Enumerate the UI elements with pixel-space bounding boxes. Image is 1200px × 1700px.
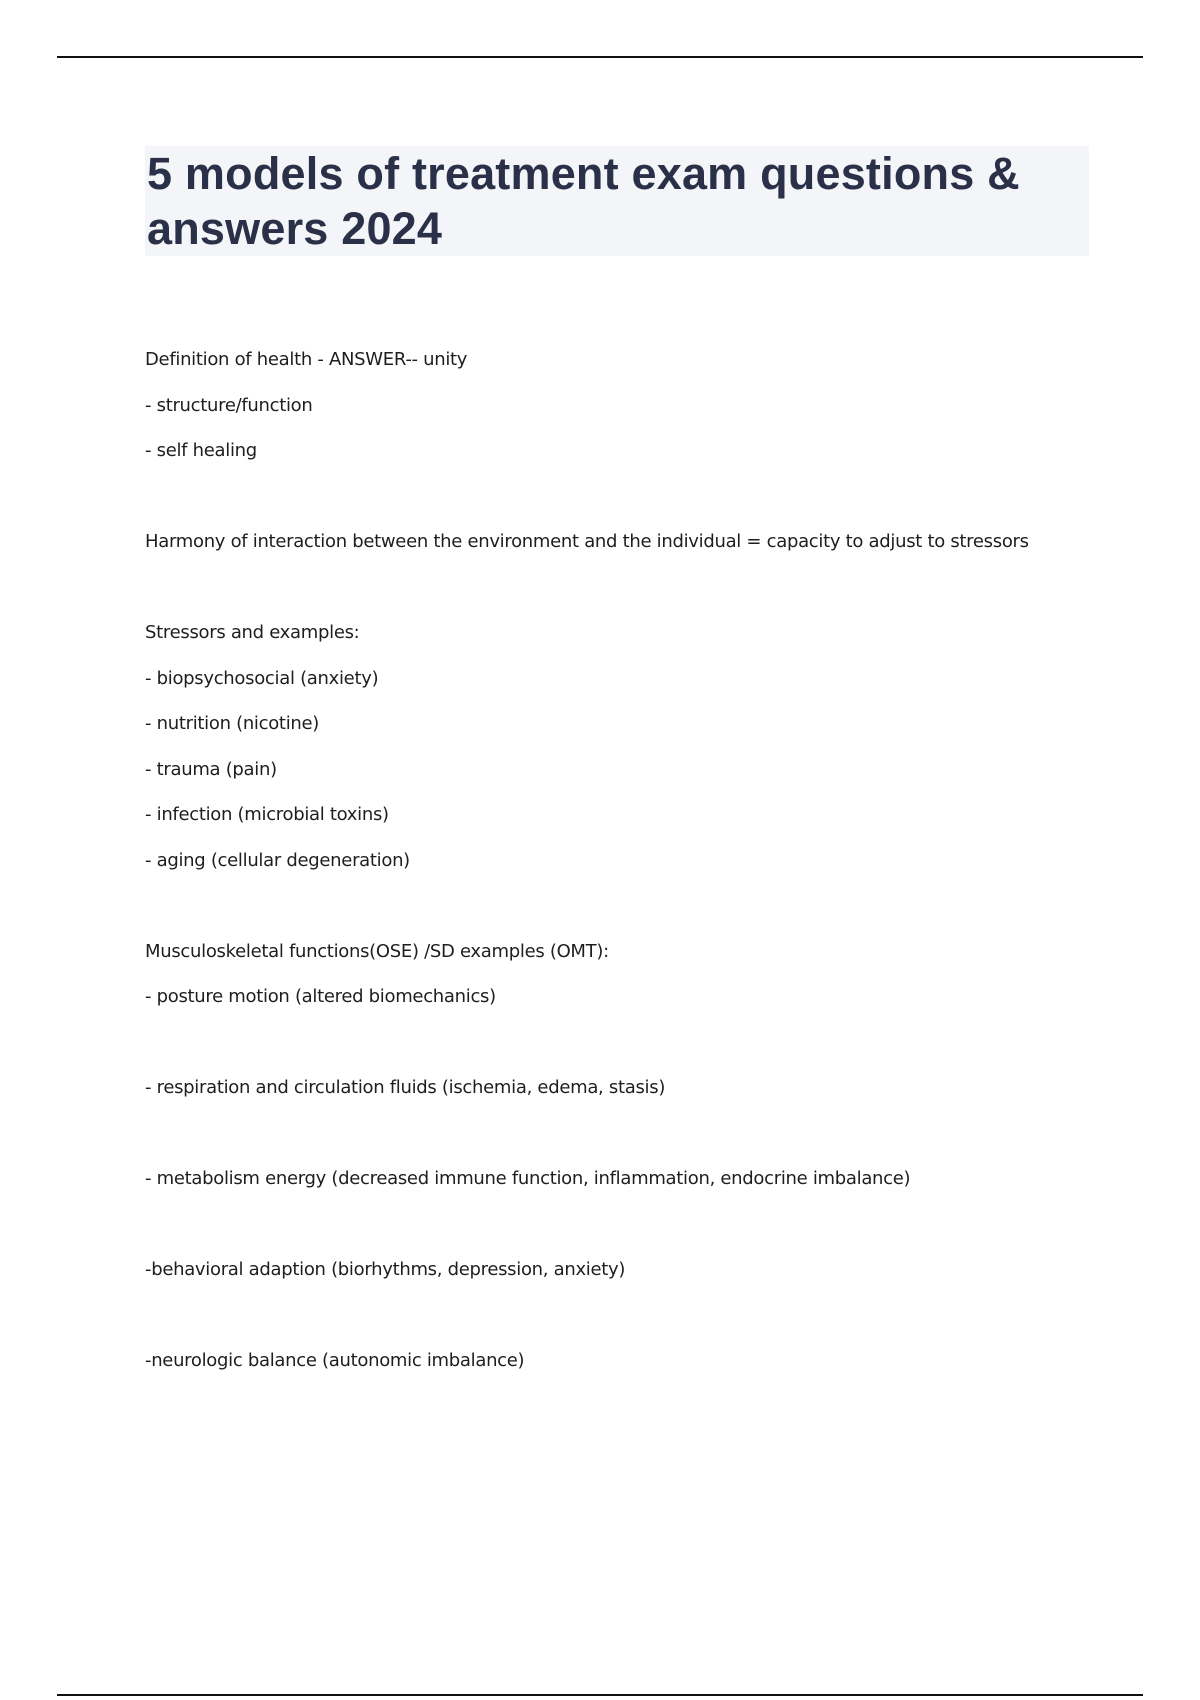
footer-rule (57, 1694, 1143, 1696)
list-item: - self healing (145, 440, 257, 461)
header-rule (57, 56, 1143, 58)
list-item: - biopsychosocial (anxiety) (145, 668, 379, 689)
list-item: - infection (microbial toxins) (145, 804, 389, 825)
list-item: - nutrition (nicotine) (145, 713, 319, 734)
list-item: - metabolism energy (decreased immune function, inflammation, endocrine imbalance) (145, 1168, 911, 1189)
paragraph: Harmony of interaction between the environment and the individual = capacity to adjust to stressors (145, 531, 1029, 552)
section-heading: Musculoskeletal functions(OSE) /SD examples (OMT): (145, 941, 609, 962)
list-item: -behavioral adaption (biorhythms, depression, anxiety) (145, 1259, 626, 1280)
list-item: -neurologic balance (autonomic imbalance) (145, 1350, 525, 1371)
document-title: 5 models of treatment exam questions & answers 2024 (147, 148, 1020, 254)
list-item: - respiration and circulation fluids (ischemia, edema, stasis) (145, 1077, 666, 1098)
section-heading: Stressors and examples: (145, 622, 360, 643)
answer-line: Definition of health - ANSWER-- unity (145, 349, 468, 370)
title-block (145, 146, 1089, 256)
list-item: - posture motion (altered biomechanics) (145, 986, 496, 1007)
list-item: - structure/function (145, 395, 313, 416)
list-item: - aging (cellular degeneration) (145, 850, 410, 871)
list-item: - trauma (pain) (145, 759, 277, 780)
